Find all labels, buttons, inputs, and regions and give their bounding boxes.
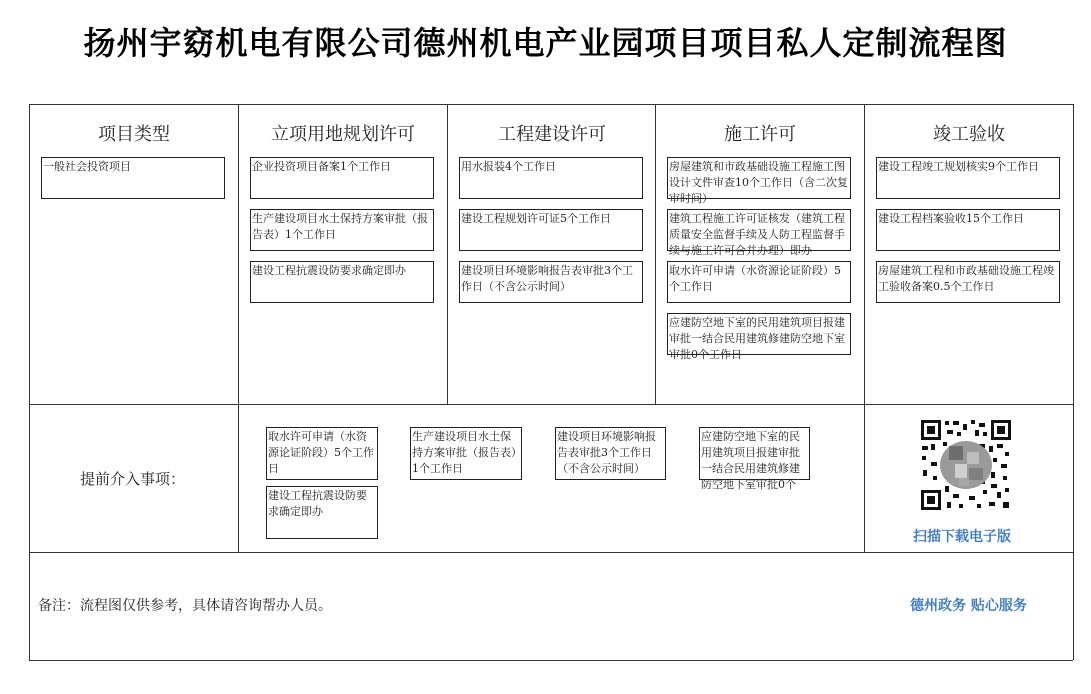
building-permit-item[interactable]: 应建防空地下室的民用建筑项目报建审批一结合民用建筑修建防空地下室审批0个工作日 bbox=[667, 313, 851, 355]
land-planning-item[interactable]: 建设工程抗震设防要求确定即办 bbox=[250, 261, 434, 303]
construction-permit-item[interactable]: 建设工程规划许可证5个工作日 bbox=[459, 209, 643, 251]
table-border-right bbox=[1073, 104, 1074, 660]
building-permit-item[interactable]: 房屋建筑和市政基础设施工程施工图设计文件审查10个工作日（含二次复审时间） bbox=[667, 157, 851, 199]
column-divider bbox=[864, 104, 865, 552]
column-divider bbox=[655, 104, 656, 404]
table-border-top bbox=[29, 104, 1073, 105]
footnote: 备注：流程图仅供参考，具体请咨询帮办人员。 bbox=[38, 598, 332, 614]
column-header-construction-permit: 工程建设许可 bbox=[498, 124, 606, 145]
column-header-building-permit: 施工许可 bbox=[724, 124, 796, 145]
advance-item[interactable]: 建设项目环境影响报告表审批3个工作日（不含公示时间） bbox=[555, 427, 666, 480]
completion-item[interactable]: 房屋建筑工程和市政基础设施工程竣工验收备案0.5个工作日 bbox=[876, 261, 1060, 303]
advance-item[interactable]: 建设工程抗震设防要求确定即办 bbox=[266, 486, 378, 539]
advance-item[interactable]: 取水许可申请（水资源论证阶段）5个工作日 bbox=[266, 427, 378, 480]
advance-items-label: 提前介入事项： bbox=[80, 470, 186, 488]
construction-permit-item[interactable]: 建设项目环境影响报告表审批3个工作日（不含公示时间） bbox=[459, 261, 643, 303]
table-border-left bbox=[29, 104, 30, 660]
project-type-item[interactable]: 一般社会投资项目 bbox=[41, 157, 225, 199]
building-permit-item[interactable]: 建筑工程施工许可证核发（建筑工程质量安全监督手续及人防工程监督手续与施工许可合并办理）即办 bbox=[667, 209, 851, 251]
qr-code-icon[interactable] bbox=[919, 418, 1013, 512]
table-row-divider-2 bbox=[29, 552, 1073, 553]
qr-caption: 扫描下载电子版 bbox=[913, 529, 1011, 545]
advance-item[interactable]: 生产建设项目水土保持方案审批（报告表）1个工作日 bbox=[410, 427, 522, 480]
land-planning-item[interactable]: 企业投资项目备案1个工作日 bbox=[250, 157, 434, 199]
column-divider bbox=[447, 104, 448, 404]
column-header-land-planning: 立项用地规划许可 bbox=[271, 124, 415, 145]
column-header-project-type: 项目类型 bbox=[98, 124, 170, 145]
column-header-completion: 竣工验收 bbox=[933, 124, 1005, 145]
table-border-bottom bbox=[29, 660, 1073, 661]
completion-item[interactable]: 建设工程档案验收15个工作日 bbox=[876, 209, 1060, 251]
land-planning-item[interactable]: 生产建设项目水土保持方案审批（报告表）1个工作日 bbox=[250, 209, 434, 251]
construction-permit-item[interactable]: 用水报装4个工作日 bbox=[459, 157, 643, 199]
column-divider bbox=[238, 104, 239, 552]
table-row-divider-1 bbox=[29, 404, 1073, 405]
advance-item[interactable]: 应建防空地下室的民用建筑项目报建审批一结合民用建筑修建防空地下室审批0个 bbox=[699, 427, 810, 480]
completion-item[interactable]: 建设工程竣工规划核实9个工作日 bbox=[876, 157, 1060, 199]
building-permit-item[interactable]: 取水许可申请（水资源论证阶段）5个工作日 bbox=[667, 261, 851, 303]
brand-slogan: 德州政务 贴心服务 bbox=[910, 598, 1027, 614]
page-title: 扬州宇窈机电有限公司德州机电产业园项目项目私人定制流程图 bbox=[83, 24, 1008, 62]
